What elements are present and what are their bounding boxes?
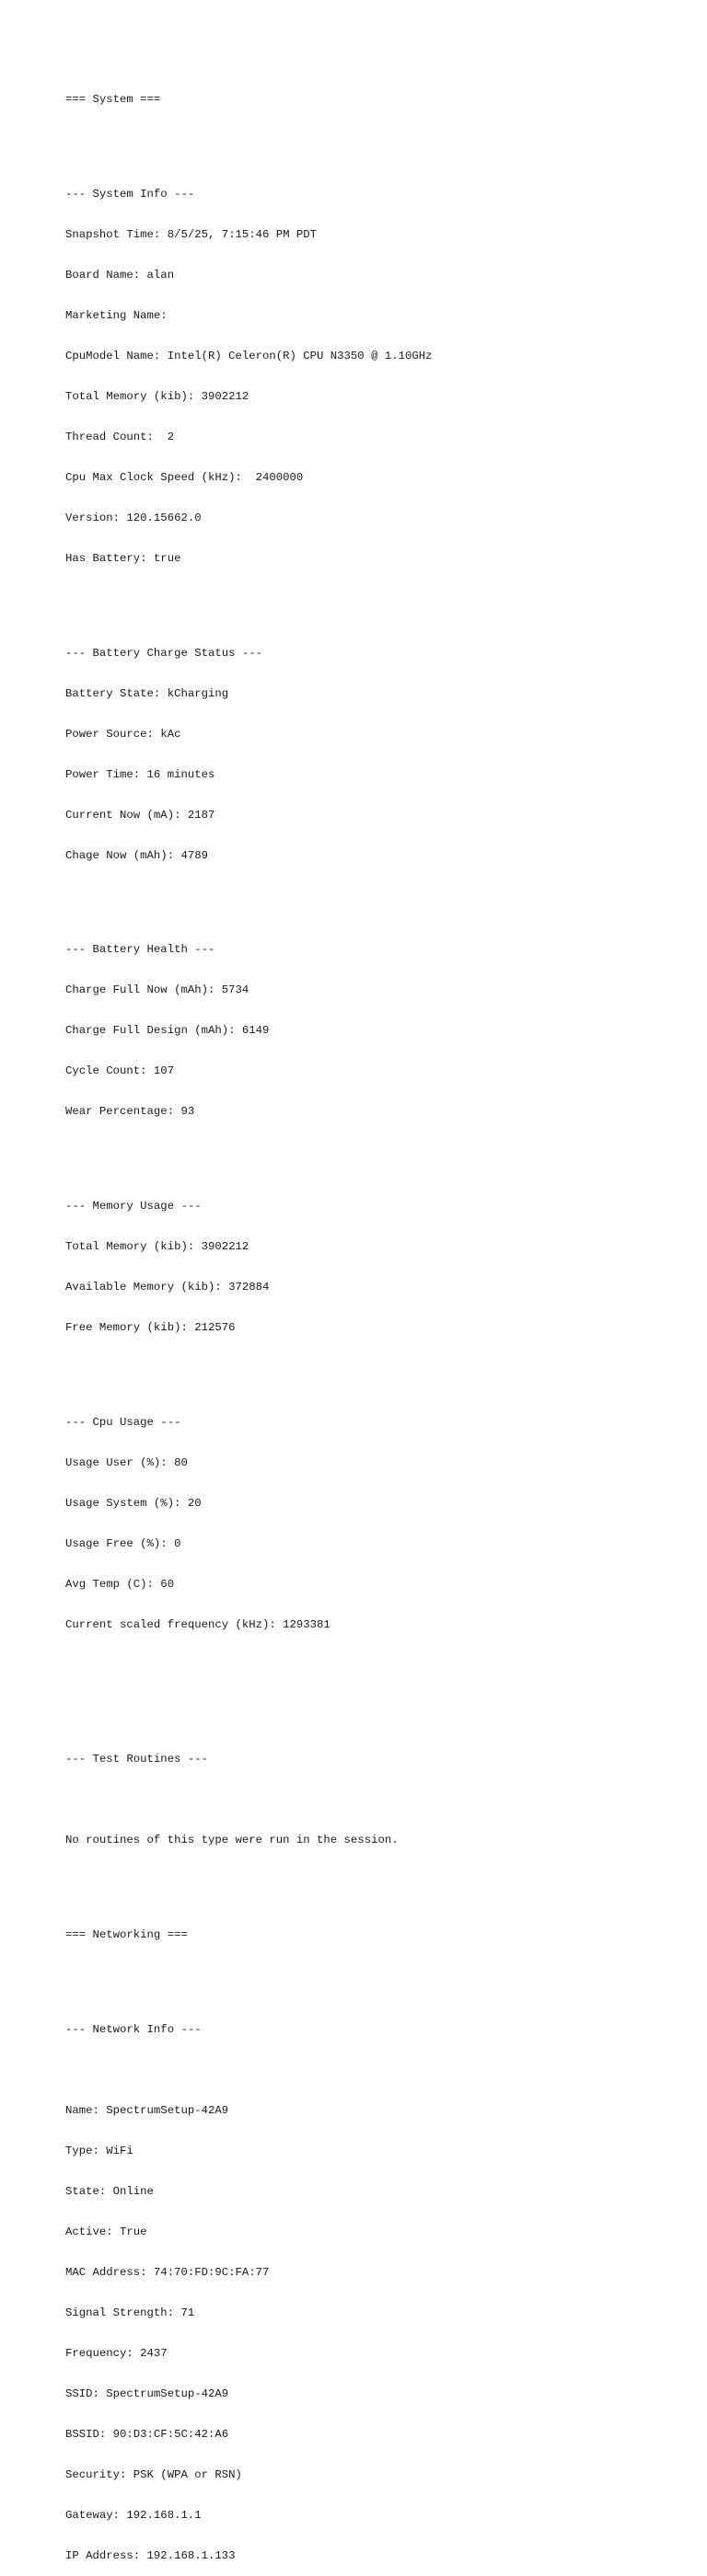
spacer (65, 133, 691, 147)
cpu-usage-heading: --- Cpu Usage --- (65, 1415, 181, 1429)
bssid-line: BSSID: 90:D3:CF:5C:42:A6 (65, 2427, 229, 2441)
total-memory-line: Total Memory (kib): 3902212 (65, 390, 249, 404)
gateway-line: Gateway: 192.168.1.1 (65, 2508, 202, 2522)
cycle-count-line: Cycle Count: 107 (65, 1064, 175, 1078)
power-source-line: Power Source: kAc (65, 727, 181, 741)
mac-address-line: MAC Address: 74:70:FD:9C:FA:77 (65, 2265, 270, 2279)
marketing-name-line: Marketing Name: (65, 309, 168, 323)
current-now-line: Current Now (mA): 2187 (65, 808, 215, 822)
spacer (65, 2064, 691, 2077)
scaled-frequency-line: Current scaled frequency (kHz): 1293381 (65, 1617, 330, 1631)
power-time-line: Power Time: 16 minutes (65, 767, 215, 781)
memory-usage-heading: --- Memory Usage --- (65, 1200, 202, 1213)
signal-strength-line: Signal Strength: 71 (65, 2306, 195, 2319)
charge-now-line: Chage Now (mAh): 4789 (65, 848, 208, 862)
memory-available-line: Available Memory (kib): 372884 (65, 1281, 270, 1294)
networking-title: === Networking === (65, 1928, 188, 1942)
spacer (65, 592, 691, 606)
version-line: Version: 120.15662.0 (65, 512, 202, 525)
battery-charge-heading: --- Battery Charge Status --- (65, 646, 263, 660)
cpu-model-line: CpuModel Name: Intel(R) Celeron(R) CPU N3350 @ 1.10GHz (65, 350, 433, 363)
usage-free-line: Usage Free (%): 0 (65, 1536, 181, 1550)
spacer (65, 1793, 691, 1807)
charge-full-design-line: Charge Full Design (mAh): 6149 (65, 1024, 270, 1038)
network-state-line: State: Online (65, 2184, 154, 2198)
network-active-line: Active: True (65, 2225, 147, 2238)
test-routines-heading: --- Test Routines --- (65, 1753, 208, 1766)
spacer (65, 1699, 691, 1713)
frequency-line: Frequency: 2437 (65, 2346, 168, 2360)
diagnostics-log (65, 66, 691, 2576)
has-battery-line: Has Battery: true (65, 552, 181, 566)
ip-address-line: IP Address: 192.168.1.133 (65, 2548, 236, 2562)
network-type-line: Type: WiFi (65, 2144, 133, 2157)
spacer (65, 1659, 691, 1673)
system-title: === System === (65, 93, 161, 107)
spacer (65, 890, 691, 903)
battery-state-line: Battery State: kCharging (65, 686, 229, 700)
network-name-line: Name: SpectrumSetup-42A9 (65, 2103, 229, 2117)
cpu-max-clock-line: Cpu Max Clock Speed (kHz): 2400000 (65, 471, 304, 485)
snapshot-time-line: Snapshot Time: 8/5/25, 7:15:46 PM PDT (65, 228, 318, 242)
avg-temp-line: Avg Temp (C): 60 (65, 1577, 175, 1591)
system-info-heading: --- System Info --- (65, 188, 195, 201)
board-name-line: Board Name: alan (65, 269, 175, 282)
memory-free-line: Free Memory (kib): 212576 (65, 1321, 236, 1335)
spacer (65, 1874, 691, 1888)
spacer (65, 1969, 691, 1983)
spacer (65, 1362, 691, 1375)
thread-count-line: Thread Count: 2 (65, 431, 175, 444)
network-info-heading: --- Network Info --- (65, 2022, 202, 2036)
usage-system-line: Usage System (%): 20 (65, 1496, 202, 1510)
spacer (65, 1145, 691, 1159)
usage-user-line: Usage User (%): 80 (65, 1455, 188, 1469)
test-routines-message: No routines of this type were run in the session. (65, 1834, 399, 1847)
battery-health-heading: --- Battery Health --- (65, 943, 215, 957)
wear-percentage-line: Wear Percentage: 93 (65, 1105, 195, 1119)
ssid-line: SSID: SpectrumSetup-42A9 (65, 2386, 229, 2400)
charge-full-now-line: Charge Full Now (mAh): 5734 (65, 983, 249, 997)
security-line: Security: PSK (WPA or RSN) (65, 2467, 242, 2481)
memory-total-line: Total Memory (kib): 3902212 (65, 1240, 249, 1254)
